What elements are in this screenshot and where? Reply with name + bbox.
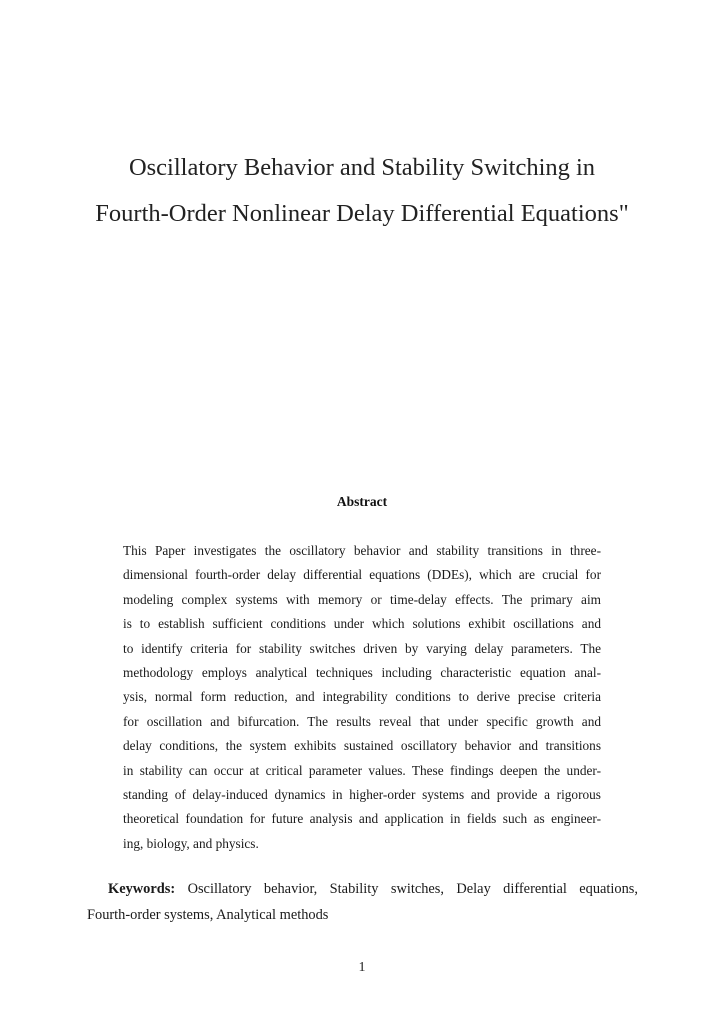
abstract-line: modeling complex systems with memory or time-delay effects. The primary aim [123,591,601,607]
abstract-line: dimensional fourth-order delay differential equations (DDEs), which are crucial for [123,567,601,583]
keywords-label: Keywords: [108,881,176,897]
keywords-line-1 [87,876,638,902]
abstract-line: theoretical foundation for future analysis and application in fields such as engineer- [123,811,601,827]
abstract-line: to identify criteria for stability switches driven by varying delay parameters. The [123,640,601,656]
paper-title-line-2: Fourth-Order Nonlinear Delay Differential Equations" [95,200,629,227]
keywords-paragraph [87,876,638,928]
abstract-line: is to establish sufficient conditions under which solutions exhibit oscillations and [123,616,601,632]
abstract-line: This Paper investigates the oscillatory behavior and stability transitions in three- [123,543,601,558]
abstract-line: delay conditions, the system exhibits sustained oscillatory behavior and transitions [123,738,601,754]
page-number: 1 [358,960,366,975]
keywords-line-2: Fourth-order systems, Analytical methods [87,907,329,923]
abstract-body [123,539,601,856]
abstract-heading: Abstract [336,494,388,509]
abstract-line: standing of delay-induced dynamics in higher-order systems and provide a rigorous [123,787,601,803]
abstract-line: in stability can occur at critical parameter values. These findings deepen the under- [123,762,601,778]
abstract-line: ing, biology, and physics. [123,835,259,851]
paper-title-line-1: Oscillatory Behavior and Stability Switching in [128,154,596,181]
keywords-text-1: Oscillatory behavior, Stability switches, Delay differential equations, [187,881,638,897]
abstract-line: for oscillation and bifurcation. The results reveal that under specific growth and [123,713,601,729]
abstract-line: methodology employs analytical techniques including characteristic equation anal- [123,665,601,681]
abstract-line: ysis, normal form reduction, and integrability conditions to derive precise criteria [123,689,601,705]
